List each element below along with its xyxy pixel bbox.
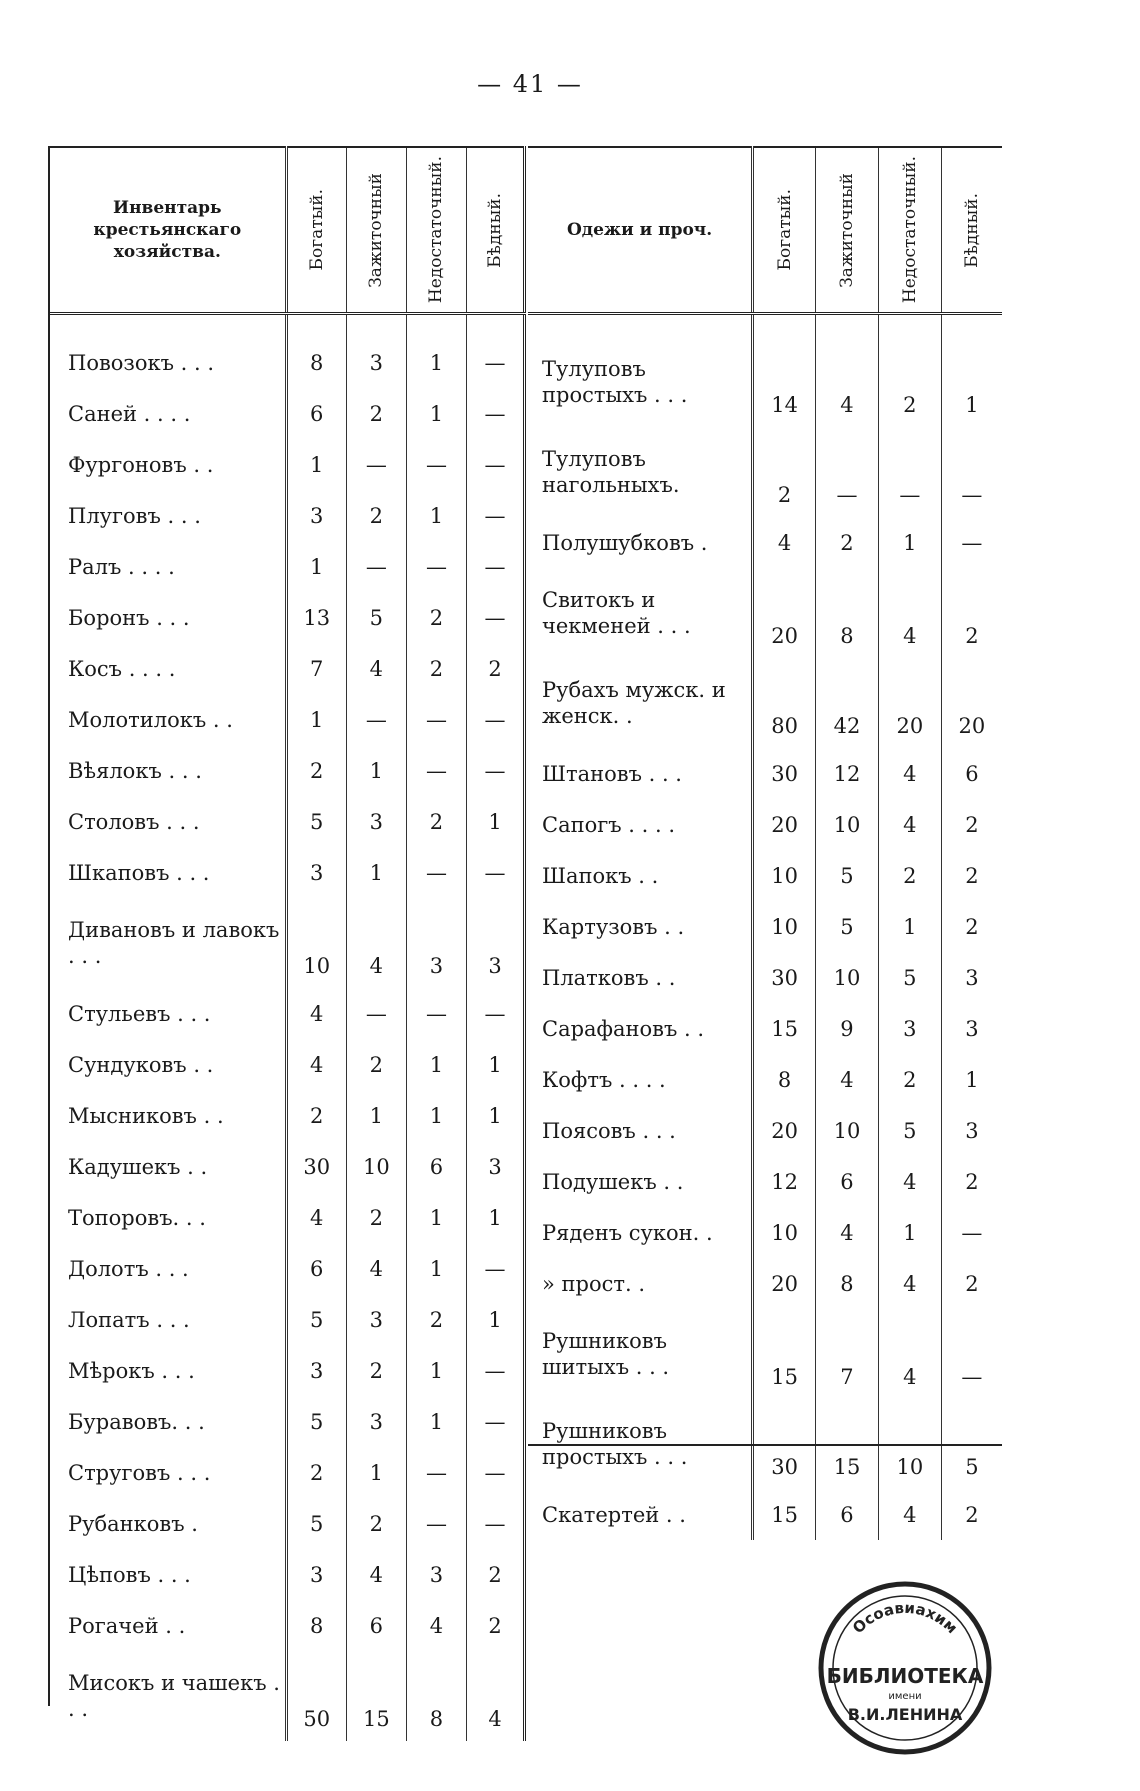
- row-value: 30: [753, 952, 816, 1003]
- inventory-table-header: [50, 147, 525, 314]
- row-value: 14: [753, 337, 816, 427]
- row-value: 10: [753, 901, 816, 952]
- row-value: 10: [286, 898, 346, 988]
- row-value: —: [406, 439, 466, 490]
- row-value: 1: [406, 1090, 466, 1141]
- row-value: 3: [346, 337, 406, 388]
- row-value: —: [406, 1498, 466, 1549]
- row-value: —: [467, 490, 525, 541]
- table-row: [50, 1447, 525, 1498]
- row-label: Дивановъ и лавокъ . . .: [68, 918, 280, 968]
- row-value: 4: [816, 1054, 879, 1105]
- row-value: 4: [753, 517, 816, 568]
- row-value: 6: [286, 388, 346, 439]
- table-row: [528, 1258, 1002, 1309]
- row-value: 3: [346, 1396, 406, 1447]
- row-value: 1: [286, 541, 346, 592]
- row-label: Сарафановъ . .: [542, 1016, 705, 1041]
- row-value: 5: [286, 1498, 346, 1549]
- row-value: 2: [941, 901, 1002, 952]
- row-value: 10: [816, 952, 879, 1003]
- row-label: Ряденъ сукон. .: [542, 1220, 713, 1245]
- row-value: 2: [941, 1258, 1002, 1309]
- row-value: 8: [286, 1600, 346, 1651]
- table-row: [528, 658, 1002, 748]
- row-value: 2: [753, 427, 816, 517]
- row-value: 1: [467, 796, 525, 847]
- row-value: —: [346, 439, 406, 490]
- row-value: 3: [286, 1345, 346, 1396]
- row-value: —: [406, 745, 466, 796]
- row-label: Шапокъ . .: [542, 863, 659, 888]
- stamp-library-text: БИБЛИОТЕКА: [826, 1664, 984, 1688]
- row-value: 2: [346, 1039, 406, 1090]
- row-value: 1: [346, 1090, 406, 1141]
- table-row: [528, 1489, 1002, 1540]
- row-value: —: [406, 1447, 466, 1498]
- table-row: [528, 748, 1002, 799]
- row-value: 3: [346, 796, 406, 847]
- table-row: [50, 541, 525, 592]
- row-value: 20: [753, 1105, 816, 1156]
- row-value: 3: [406, 1549, 466, 1600]
- row-label: Фургоновъ . .: [68, 452, 214, 477]
- row-value: 2: [346, 490, 406, 541]
- row-value: 15: [753, 1003, 816, 1054]
- row-value: 13: [286, 592, 346, 643]
- row-value: —: [467, 1243, 525, 1294]
- row-value: 4: [816, 1207, 879, 1258]
- row-value: 3: [286, 490, 346, 541]
- table-row: [528, 1003, 1002, 1054]
- row-value: 4: [467, 1651, 525, 1741]
- row-value: 4: [406, 1600, 466, 1651]
- column-header-poor: Бѣдный.: [961, 192, 982, 268]
- row-value: 6: [406, 1141, 466, 1192]
- row-value: 3: [467, 1141, 525, 1192]
- row-label: Платковъ . .: [542, 965, 676, 990]
- row-label: Молотилокъ . .: [68, 707, 233, 732]
- row-value: 1: [346, 847, 406, 898]
- row-value: 3: [286, 1549, 346, 1600]
- row-label: Мысниковъ . .: [68, 1103, 224, 1128]
- column-header-poor: Бѣдный.: [485, 192, 505, 268]
- row-value: 6: [816, 1156, 879, 1207]
- row-value: 1: [406, 1345, 466, 1396]
- row-value: 2: [878, 337, 941, 427]
- row-value: 1: [406, 1396, 466, 1447]
- row-value: 15: [753, 1489, 816, 1540]
- row-value: 2: [878, 850, 941, 901]
- row-label: Стульевъ . . .: [68, 1001, 211, 1026]
- row-value: —: [467, 1447, 525, 1498]
- row-label: Топоровъ. . .: [68, 1205, 206, 1230]
- table-row: [50, 337, 525, 388]
- row-label: Картузовъ . .: [542, 914, 685, 939]
- table-row: [528, 901, 1002, 952]
- row-label: Рубанковъ .: [68, 1511, 198, 1536]
- clothing-table-bottom-rule: [528, 1444, 1002, 1446]
- row-label: Рушниковъ простыхъ . . .: [542, 1419, 688, 1469]
- row-value: 30: [753, 748, 816, 799]
- row-value: —: [941, 1309, 1002, 1399]
- row-value: 30: [753, 1399, 816, 1489]
- row-value: 2: [467, 1549, 525, 1600]
- row-label: Штановъ . . .: [542, 761, 682, 786]
- table-row: [528, 517, 1002, 568]
- row-value: 2: [346, 1498, 406, 1549]
- row-value: 10: [753, 1207, 816, 1258]
- row-value: 20: [753, 568, 816, 658]
- table-row: [50, 1498, 525, 1549]
- row-label: Ралъ . . . .: [68, 554, 175, 579]
- row-value: 1: [406, 388, 466, 439]
- row-value: 15: [346, 1651, 406, 1741]
- row-value: 50: [286, 1651, 346, 1741]
- table-row: [50, 643, 525, 694]
- row-value: 6: [286, 1243, 346, 1294]
- row-value: 1: [346, 1447, 406, 1498]
- table-row: [528, 1309, 1002, 1399]
- table-row: [528, 1054, 1002, 1105]
- row-value: 3: [467, 898, 525, 988]
- row-value: 4: [878, 799, 941, 850]
- row-value: 4: [346, 1549, 406, 1600]
- row-value: —: [346, 694, 406, 745]
- row-value: 1: [941, 1054, 1002, 1105]
- row-value: —: [406, 847, 466, 898]
- table-row: [50, 1396, 525, 1447]
- row-value: —: [346, 988, 406, 1039]
- row-value: —: [467, 1396, 525, 1447]
- column-header-inventory: Инвентарь крестьянскаго хозяйства.: [50, 147, 286, 314]
- row-value: 4: [878, 748, 941, 799]
- row-label: Боронъ . . .: [68, 605, 190, 630]
- table-row: [50, 1600, 525, 1651]
- table-row: [528, 1105, 1002, 1156]
- row-value: 15: [816, 1399, 879, 1489]
- row-value: 5: [346, 592, 406, 643]
- row-value: 3: [941, 952, 1002, 1003]
- row-value: 2: [816, 517, 879, 568]
- row-value: 8: [816, 568, 879, 658]
- table-row: [528, 1156, 1002, 1207]
- row-label: Косъ . . . .: [68, 656, 176, 681]
- row-value: 2: [346, 388, 406, 439]
- table-row: [528, 568, 1002, 658]
- table-row: [528, 850, 1002, 901]
- row-value: 7: [816, 1309, 879, 1399]
- row-value: 4: [878, 1309, 941, 1399]
- row-value: 3: [878, 1003, 941, 1054]
- row-label: Вѣялокъ . . .: [68, 758, 202, 783]
- row-value: 1: [467, 1192, 525, 1243]
- table-row: [528, 1207, 1002, 1258]
- column-header-clothing: Одежи и проч.: [528, 147, 753, 314]
- row-value: 10: [346, 1141, 406, 1192]
- table-spacer-row: [528, 314, 1002, 338]
- table-row: [528, 337, 1002, 427]
- row-label: Столовъ . . .: [68, 809, 200, 834]
- row-value: 20: [753, 799, 816, 850]
- row-value: 4: [878, 1489, 941, 1540]
- row-label: Кофтъ . . . .: [542, 1067, 666, 1092]
- row-value: 1: [406, 1192, 466, 1243]
- row-value: 10: [753, 850, 816, 901]
- row-value: 5: [878, 952, 941, 1003]
- table-row: [50, 1294, 525, 1345]
- table-row: [50, 745, 525, 796]
- row-value: —: [406, 988, 466, 1039]
- row-value: —: [467, 1345, 525, 1396]
- row-value: 2: [286, 1447, 346, 1498]
- row-label: Тулуповъ нагольныхъ.: [542, 447, 680, 497]
- row-label: Рушниковъ шитыхъ . . .: [542, 1329, 670, 1379]
- row-value: —: [467, 337, 525, 388]
- row-label: Плуговъ . . .: [68, 503, 201, 528]
- row-value: 3: [941, 1003, 1002, 1054]
- row-value: 3: [941, 1105, 1002, 1156]
- row-value: 2: [941, 1489, 1002, 1540]
- table-row: [50, 847, 525, 898]
- table-row: [50, 988, 525, 1039]
- row-value: 5: [878, 1105, 941, 1156]
- row-label: Скатертей . .: [542, 1502, 686, 1527]
- table-row: [50, 1192, 525, 1243]
- row-value: 2: [406, 1294, 466, 1345]
- row-value: 3: [286, 847, 346, 898]
- table-row: [50, 694, 525, 745]
- row-value: 10: [878, 1399, 941, 1489]
- row-value: 2: [941, 799, 1002, 850]
- table-row: [50, 1345, 525, 1396]
- table-row: [528, 799, 1002, 850]
- clothing-table: [528, 146, 1002, 1540]
- table-row: [50, 388, 525, 439]
- column-header-insufficient: Недостаточный.: [426, 156, 447, 304]
- column-header-rich: Богатый.: [774, 189, 795, 271]
- stamp-sub-text: имени: [888, 1691, 922, 1702]
- row-value: 1: [467, 1039, 525, 1090]
- row-value: 4: [286, 1192, 346, 1243]
- row-label: Кадушекъ . .: [68, 1154, 208, 1179]
- row-value: 8: [286, 337, 346, 388]
- row-value: 5: [286, 1294, 346, 1345]
- row-value: —: [467, 388, 525, 439]
- row-value: 2: [286, 1090, 346, 1141]
- clothing-table-header: [528, 147, 1002, 314]
- row-value: —: [467, 988, 525, 1039]
- row-value: 2: [941, 1156, 1002, 1207]
- row-value: 2: [941, 850, 1002, 901]
- row-value: 2: [346, 1345, 406, 1396]
- row-label: Подушекъ . .: [542, 1169, 684, 1194]
- row-value: 4: [346, 643, 406, 694]
- row-value: —: [878, 427, 941, 517]
- row-label: Лопатъ . . .: [68, 1307, 190, 1332]
- row-value: 2: [467, 1600, 525, 1651]
- row-value: 2: [406, 643, 466, 694]
- row-label: Мѣрокъ . . .: [68, 1358, 195, 1383]
- row-value: 6: [816, 1489, 879, 1540]
- row-value: —: [467, 1498, 525, 1549]
- table-row: [528, 427, 1002, 517]
- row-value: 12: [816, 748, 879, 799]
- row-value: —: [406, 541, 466, 592]
- row-label: » прост. .: [542, 1271, 646, 1296]
- row-label: Рогачей . .: [68, 1613, 186, 1638]
- table-row: [50, 1039, 525, 1090]
- row-value: —: [941, 517, 1002, 568]
- column-header-prosperous: Зажиточный: [366, 172, 387, 288]
- row-value: 7: [286, 643, 346, 694]
- row-value: 9: [816, 1003, 879, 1054]
- row-value: 20: [941, 658, 1002, 748]
- page-number: — 41 —: [477, 70, 583, 98]
- row-value: —: [467, 847, 525, 898]
- table-row: [50, 1651, 525, 1741]
- row-label: Полушубковъ .: [542, 530, 708, 555]
- row-value: 30: [286, 1141, 346, 1192]
- column-header-rich: Богатый.: [306, 189, 327, 271]
- inventory-table: [50, 146, 526, 1741]
- row-value: 2: [346, 1192, 406, 1243]
- row-value: 8: [406, 1651, 466, 1741]
- row-value: —: [467, 439, 525, 490]
- row-value: 5: [286, 1396, 346, 1447]
- row-value: 20: [878, 658, 941, 748]
- row-value: 20: [753, 1258, 816, 1309]
- table-row: [50, 1243, 525, 1294]
- row-value: 2: [467, 643, 525, 694]
- row-label: Саней . . . .: [68, 401, 191, 426]
- row-value: 6: [346, 1600, 406, 1651]
- row-label: Долотъ . . .: [68, 1256, 189, 1281]
- row-value: 1: [878, 1207, 941, 1258]
- row-value: 12: [753, 1156, 816, 1207]
- row-value: 4: [878, 1156, 941, 1207]
- row-value: 3: [346, 1294, 406, 1345]
- table-spacer-row: [50, 314, 525, 338]
- row-value: 1: [467, 1090, 525, 1141]
- table-row: [50, 1090, 525, 1141]
- row-value: 1: [406, 337, 466, 388]
- row-value: 1: [346, 745, 406, 796]
- row-value: —: [406, 694, 466, 745]
- row-value: —: [816, 427, 879, 517]
- table-row: [50, 439, 525, 490]
- row-value: —: [941, 427, 1002, 517]
- row-value: 15: [753, 1309, 816, 1399]
- row-label: Струговъ . . .: [68, 1460, 211, 1485]
- row-value: 3: [406, 898, 466, 988]
- row-value: 8: [816, 1258, 879, 1309]
- row-value: 2: [878, 1054, 941, 1105]
- row-value: 1: [941, 337, 1002, 427]
- table-row: [50, 592, 525, 643]
- row-value: 10: [816, 1105, 879, 1156]
- row-value: 1: [878, 901, 941, 952]
- row-label: Сапогъ . . . .: [542, 812, 675, 837]
- column-header-insufficient: Недостаточный.: [899, 156, 920, 304]
- row-label: Повозокъ . . .: [68, 350, 215, 375]
- row-value: 6: [941, 748, 1002, 799]
- row-value: —: [467, 592, 525, 643]
- row-label: Тулуповъ простыхъ . . .: [542, 357, 688, 407]
- row-value: —: [467, 745, 525, 796]
- table-row: [50, 490, 525, 541]
- library-stamp: [815, 1578, 995, 1758]
- table-row: [50, 1549, 525, 1600]
- row-label: Мисокъ и чашекъ . . .: [68, 1671, 280, 1721]
- row-value: —: [467, 541, 525, 592]
- row-label: Свитокъ и чекменей . . .: [542, 588, 691, 638]
- row-value: 8: [753, 1054, 816, 1105]
- row-value: 5: [816, 901, 879, 952]
- stamp-arc-text: Осоавиахим: [849, 1598, 961, 1638]
- row-value: 80: [753, 658, 816, 748]
- row-label: Шкаповъ . . .: [68, 860, 210, 885]
- row-value: 5: [941, 1399, 1002, 1489]
- row-value: 5: [286, 796, 346, 847]
- row-value: 1: [467, 1294, 525, 1345]
- row-value: 1: [286, 694, 346, 745]
- row-value: —: [467, 694, 525, 745]
- row-value: 1: [286, 439, 346, 490]
- row-value: 4: [878, 1258, 941, 1309]
- row-value: 2: [286, 745, 346, 796]
- stamp-name-text: В.И.ЛЕНИНА: [847, 1705, 963, 1724]
- row-value: 4: [346, 898, 406, 988]
- row-value: 1: [406, 490, 466, 541]
- table-row: [50, 1141, 525, 1192]
- row-value: 5: [816, 850, 879, 901]
- row-label: Буравовъ. . .: [68, 1409, 205, 1434]
- row-value: —: [941, 1207, 1002, 1258]
- row-label: Цѣповъ . . .: [68, 1562, 191, 1587]
- row-value: 2: [406, 796, 466, 847]
- row-value: 2: [406, 592, 466, 643]
- row-label: Рубахъ мужск. и женск. .: [542, 678, 726, 728]
- table-row: [528, 952, 1002, 1003]
- row-value: 4: [816, 337, 879, 427]
- row-value: 1: [878, 517, 941, 568]
- row-value: 4: [878, 568, 941, 658]
- row-value: 4: [286, 1039, 346, 1090]
- row-value: 10: [816, 799, 879, 850]
- row-value: 1: [406, 1039, 466, 1090]
- row-label: Сундуковъ . .: [68, 1052, 214, 1077]
- table-row: [50, 796, 525, 847]
- row-value: —: [346, 541, 406, 592]
- table-row: [50, 898, 525, 988]
- row-value: 1: [406, 1243, 466, 1294]
- column-header-prosperous: Зажиточный: [836, 172, 857, 288]
- row-value: 4: [286, 988, 346, 1039]
- row-value: 2: [941, 568, 1002, 658]
- row-value: 4: [346, 1243, 406, 1294]
- row-label: Поясовъ . . .: [542, 1118, 676, 1143]
- row-value: 42: [816, 658, 879, 748]
